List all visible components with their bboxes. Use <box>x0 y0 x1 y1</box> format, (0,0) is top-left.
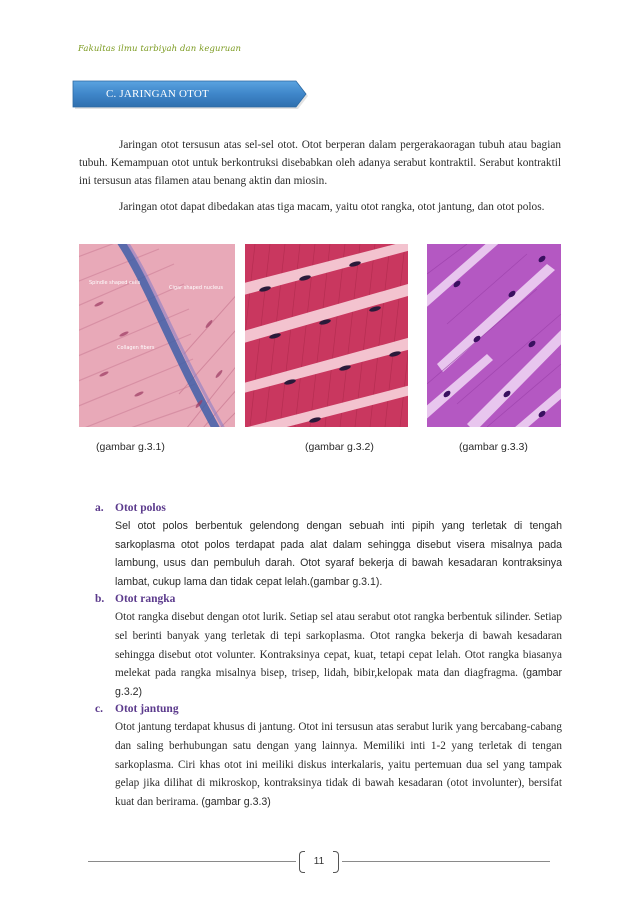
list-item-otot-polos <box>96 500 562 591</box>
list-item-otot-rangka <box>96 591 562 701</box>
page-footer <box>88 849 550 879</box>
section-title: Otot jantung <box>115 703 179 716</box>
figure-caption-1: (gambar g.3.1) <box>96 441 165 453</box>
figure-caption-3: (gambar g.3.3) <box>459 441 528 453</box>
figure-cardiac-muscle <box>427 244 561 427</box>
muscle-types-list <box>96 500 562 811</box>
label-spindle-cells: Spindle shaped cells <box>89 280 141 286</box>
cardiac-muscle-image <box>427 244 561 427</box>
label-collagen-fibers: Collagen fibers <box>117 345 155 351</box>
section-body: Otot jantung terdapat khusus di jantung. Otot ini tersusun atas serabut lurik yang bercabang-cabang dan saling berhubungan satu dengan yang lainnya. Memiliki inti 1-2 yang terletak di tengan sarkoplasma. Ciri khas otot ini meiliki diskus interkalaris, yaitu pertemuan dua sel yang tampak gelap jika dilihat di mikroskop, kontraksinya tidak di bawah kesadaran (otot involunter), bersifat kuat dan berirama. <box>115 721 562 808</box>
smooth-muscle-image <box>79 244 235 427</box>
section-body: Otot rangka disebut dengan otot lurik. Setiap sel atau serabut otot rangka berbentuk silinder. Setiap sel berinti banyak yang terletak di tepi sarkoplasma. Otot rangka bekerja di bawah kesadaran sehingga disebut otot volunter. Kontraksinya cepat, kuat, tetapi cepat lelah. Otot rangka biasanya melekat pada rangka misalnya bisep, trisep, lidah, bibir,kelopak mata dan diagfragma. <box>115 611 562 680</box>
section-title: Otot polos <box>115 502 166 514</box>
section-banner <box>72 80 309 110</box>
figure-reference: (gambar g.3.2) <box>115 667 563 698</box>
bracket-left-icon <box>299 851 305 873</box>
bracket-right-icon <box>333 851 339 873</box>
list-item-letter: a. <box>95 502 104 514</box>
intro-paragraph-2: Jaringan otot dapat dibedakan atas tiga macam, yaitu otot rangka, otot jantung, dan otot polos. <box>119 201 545 213</box>
section-body: Sel otot polos berbentuk gelendong dengan sebuah inti pipih yang terletak di tengah sarkoplasma otot polos terdapat pada alat dalam sehingga disebut visera misalnya pada lambung, usus dan pembuluh darah. Otot syaraf bekerja di bawah kesadaran kontraksinya lambat, cukup lama dan tidak cepat lelah.(gambar g.3.1). <box>115 520 562 588</box>
list-item-letter: c. <box>95 703 103 716</box>
list-item-letter: b. <box>95 593 105 606</box>
section-banner-label: C. JARINGAN OTOT <box>106 88 209 100</box>
page-header: Fakultas ilmu tarbiyah dan keguruan <box>78 44 242 54</box>
figure-skeletal-muscle <box>245 244 408 427</box>
list-item-otot-jantung <box>96 701 562 811</box>
figure-reference: (gambar g.3.3) <box>201 795 271 808</box>
label-cigar-nucleus: Cigar shaped nucleus <box>169 285 223 291</box>
intro-paragraph-1: Jaringan otot tersusun atas sel-sel otot. Otot berperan dalam pergerakaoragan tubuh atau bagian tubuh. Kemampuan otot untuk berkontruksi disebabkan oleh adanya serabut kontraktil. Serabut kontraktil ini tersusun atas filamen atau benang aktin dan miosin. <box>79 139 561 187</box>
figure-smooth-muscle <box>79 244 235 427</box>
page-number-box <box>299 849 339 875</box>
page-number: 11 <box>313 856 325 867</box>
section-title: Otot rangka <box>115 593 176 606</box>
skeletal-muscle-image <box>245 244 408 427</box>
figure-caption-2: (gambar g.3.2) <box>305 441 374 453</box>
footer-divider-left <box>88 861 296 862</box>
footer-divider-right <box>342 861 550 862</box>
